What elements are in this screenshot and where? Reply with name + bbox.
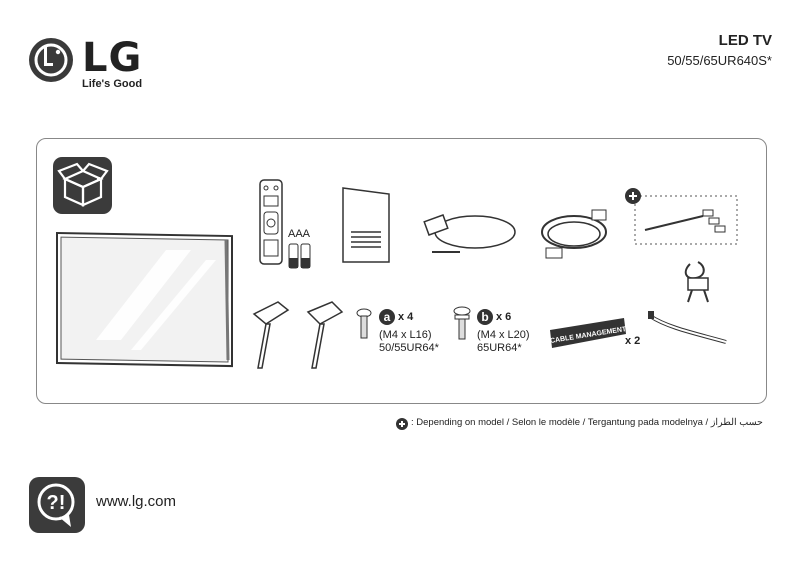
stand-leg-right-illustration — [302, 298, 344, 372]
batteries-label: AAA — [288, 228, 311, 240]
screw-b-letter: b — [481, 310, 489, 324]
support-badge — [29, 477, 85, 533]
power-cord-illustration — [538, 204, 618, 266]
website-url[interactable]: www.lg.com — [96, 493, 177, 510]
stand-leg-left-illustration — [248, 298, 290, 372]
screw-a-illustration — [356, 308, 372, 340]
cable-management-illustration — [548, 316, 628, 352]
brand-logo-text: LG — [82, 35, 143, 81]
box-icon — [53, 157, 112, 214]
svg-text:?!: ?! — [46, 492, 66, 514]
box-badge — [53, 157, 112, 214]
remote-control-illustration — [258, 178, 286, 268]
footnote-text: : Depending on model / Selon le modèle / Tergantung pada modelnya / حسب الطراز — [411, 417, 763, 428]
screw-a-count: x 4 — [398, 311, 414, 323]
owners-manual-illustration — [341, 186, 397, 264]
cable-tie-illustration — [648, 306, 730, 346]
screw-a-models: 50/55UR64* — [379, 342, 439, 354]
product-models: 50/55/65UR640S* — [667, 53, 772, 68]
screw-b-illustration — [452, 306, 472, 342]
cable-management-text: CABLE MANAGEMENT — [549, 326, 627, 345]
question-chat-icon — [29, 477, 85, 533]
cable-holder-illustration — [676, 256, 720, 306]
screw-a-size: (M4 x L16) — [379, 329, 432, 341]
footnote-plus-icon — [396, 418, 408, 430]
tv-illustration — [56, 230, 236, 368]
screw-b-count: x 6 — [496, 311, 512, 323]
screw-b-size: (M4 x L20) — [477, 329, 530, 341]
cable-management-count: x 2 — [625, 335, 641, 347]
screw-a-badge — [379, 309, 395, 325]
batteries-illustration — [287, 242, 313, 270]
screw-b-badge — [477, 309, 493, 325]
screw-b-models: 65UR64* — [477, 342, 522, 354]
plus-icon — [625, 188, 643, 206]
lg-logo-icon — [28, 37, 74, 83]
screw-a-letter: a — [383, 310, 391, 324]
component-cable-illustration — [420, 204, 520, 264]
brand-slogan: Life's Good — [82, 78, 143, 90]
product-title: LED TV — [718, 32, 772, 49]
